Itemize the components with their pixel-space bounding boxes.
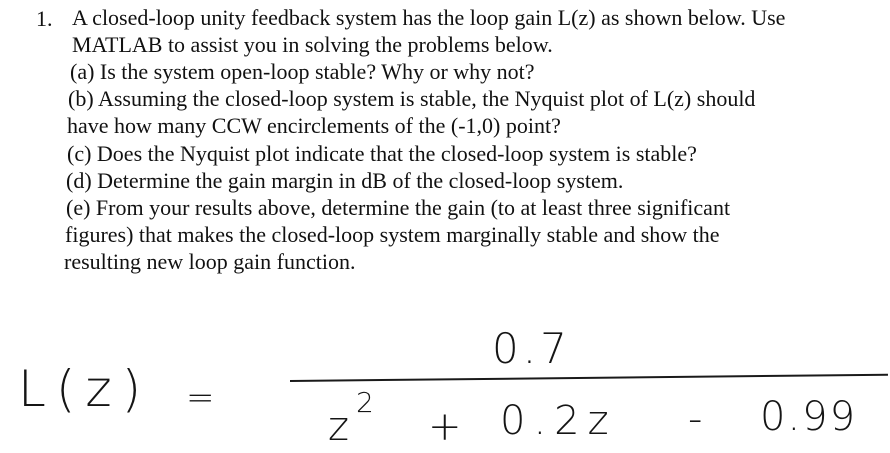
formula-plus: + (428, 404, 462, 450)
problem-line-8: (e) From your results above, determine the gain (to at least three significant (66, 195, 731, 220)
problem-line-6: (c) Does the Nyquist plot indicate that the closed-loop system is stable? (67, 141, 697, 166)
problem-line-1: A closed-loop unity feedback system has the loop gain L(z) as shown below. Use (72, 5, 786, 30)
problem-line-10: resulting new loop gain function. (64, 249, 356, 274)
formula-exponent: 2 (356, 386, 374, 419)
formula-z: z (328, 404, 349, 450)
formula-middle-term: 0.2z (500, 398, 617, 444)
problem-number: 1. (36, 6, 53, 31)
problem-line-3: (a) Is the system open-loop stable? Why or why not? (70, 59, 535, 84)
loop-gain-formula (0, 300, 890, 453)
problem-line-2: MATLAB to assist you in solving the problems below. (72, 32, 553, 57)
formula-numerator: 0.7 (492, 324, 571, 373)
fraction-bar (290, 374, 888, 382)
problem-line-5: have how many CCW encirclements of the (-1,0) point? (67, 113, 561, 138)
formula-equals: = (186, 378, 215, 418)
formula-constant: 0.99 (760, 394, 858, 440)
formula-lhs: L(z) (18, 360, 152, 418)
formula-minus: - (688, 396, 703, 442)
problem-line-9: figures) that makes the closed-loop system marginally stable and show the (65, 222, 720, 247)
problem-line-4: (b) Assuming the closed-loop system is stable, the Nyquist plot of L(z) should (68, 86, 756, 111)
problem-line-7: (d) Determine the gain margin in dB of the closed-loop system. (66, 168, 624, 193)
